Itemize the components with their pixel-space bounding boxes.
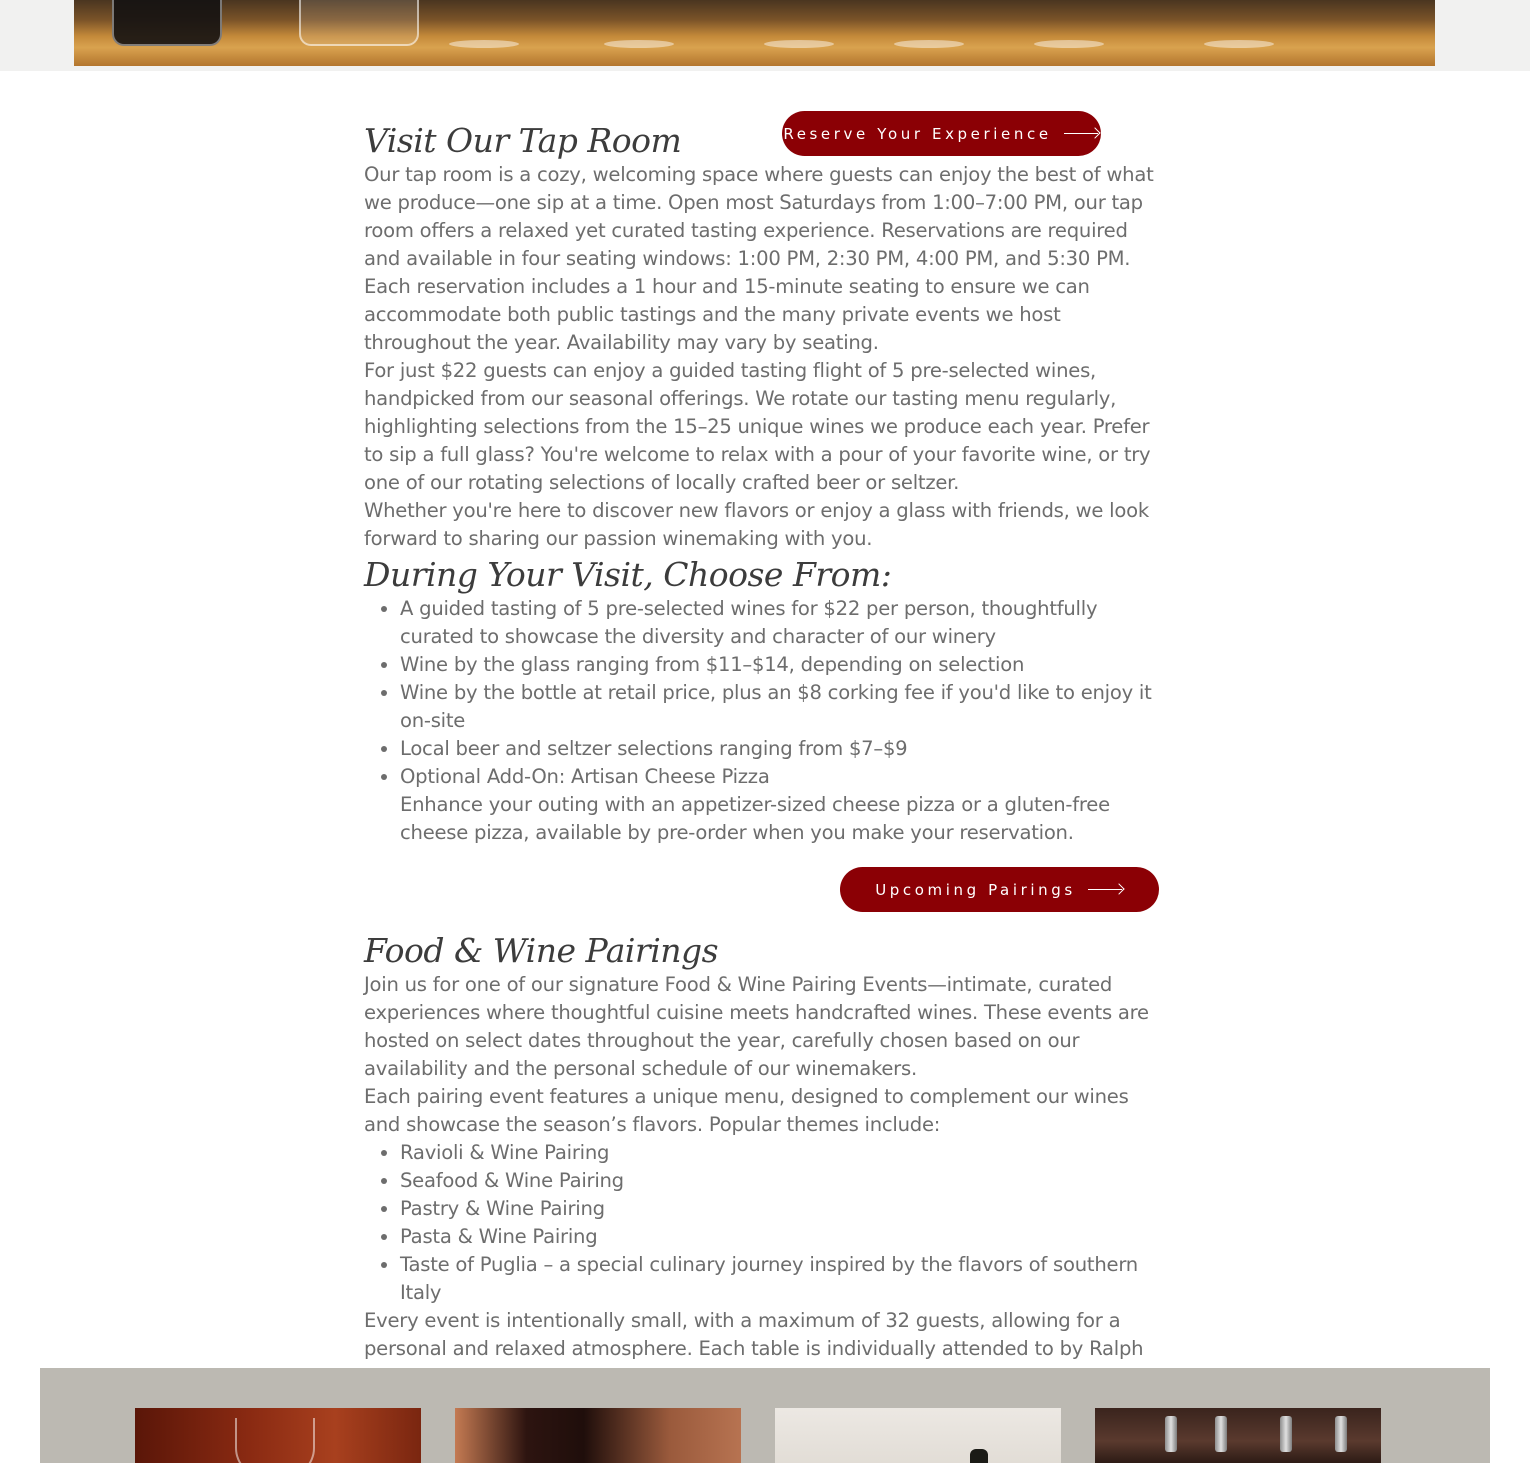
list-item: • Pasta & Wine Pairing — [400, 1223, 1164, 1251]
pairings-heading: Food & Wine Pairings — [364, 931, 719, 970]
glass-graphic — [449, 40, 519, 48]
glass-graphic — [299, 0, 419, 46]
list-item-addon — [400, 763, 1164, 847]
visit-options-heading: During Your Visit, Choose From: — [364, 555, 892, 594]
pairings-button-label: Upcoming Pairings — [875, 880, 1076, 899]
visit-options-list — [364, 595, 1164, 847]
list-item: • Taste of Puglia – a special culinary journey inspired by the flavors of southern Italy — [400, 1251, 1164, 1307]
addon-detail: Enhance your outing with an appetizer-sized cheese pizza or a gluten-free cheese pizza, available by pre-order when you make your reservation. — [400, 793, 1110, 844]
reserve-button-label: Reserve Your Experience — [783, 124, 1052, 143]
pairings-intro: Join us for one of our signature Food & Wine Pairing Events—intimate, curated experiences where thoughtful cuisine meets handcrafted wines. These events are hosted on select dates throughout the year, carefully chosen based on our availability and the personal schedule of our winemakers. — [364, 973, 1149, 1080]
glass-graphic — [112, 0, 222, 46]
pairings-closing: Every event is intentionally small, with a maximum of 32 guests, allowing for a personal and relaxed atmosphere. Each table is individually attended to by Ralph — [364, 1309, 1144, 1360]
tap-handle-graphic — [1335, 1416, 1347, 1452]
list-item: • Local beer and seltzer selections ranging from $7–$9 — [400, 735, 1164, 763]
pairing-themes-list — [364, 1139, 1164, 1307]
pairings-menu-intro: Each pairing event features a unique menu, designed to complement our wines and showcase the season’s flavors. Popular themes include: — [364, 1085, 1129, 1136]
tap-room-paragraph: Whether you're here to discover new flavors or enjoy a glass with friends, we look forward to sharing our passion winemaking with you. — [364, 499, 1149, 550]
list-item: • Wine by the glass ranging from $11–$14, depending on selection — [400, 651, 1164, 679]
tap-room-heading: Visit Our Tap Room — [364, 121, 682, 160]
tap-handle-graphic — [1215, 1416, 1227, 1452]
tap-handle-graphic — [1165, 1416, 1177, 1452]
glass-graphic — [1204, 40, 1274, 48]
tap-handle-graphic — [1280, 1416, 1292, 1452]
wineglass-graphic — [235, 1418, 315, 1463]
addon-label: Optional Add-On: Artisan Cheese Pizza — [400, 765, 770, 788]
glass-graphic — [604, 40, 674, 48]
tap-room-paragraph: For just $22 guests can enjoy a guided tasting flight of 5 pre-selected wines, handpicked from our seasonal offerings. We rotate our tasting menu regularly, highlighting selections from the 15–25 unique wines we produce each year. Prefer to sip a full glass? You're welcome to relax with a pour of your favorite wine, or try one of our rotating selections of locally crafted beer or seltzer. — [364, 359, 1151, 494]
list-item: • Pastry & Wine Pairing — [400, 1195, 1164, 1223]
bottle-graphic — [970, 1449, 988, 1463]
glass-graphic — [894, 40, 964, 48]
glass-graphic — [1034, 40, 1104, 48]
list-item: • Seafood & Wine Pairing — [400, 1167, 1164, 1195]
glass-graphic — [764, 40, 834, 48]
gallery-image-beer-taps[interactable] — [1095, 1408, 1381, 1463]
gallery-image-bottle[interactable] — [775, 1408, 1061, 1463]
photo-gallery — [40, 1368, 1490, 1463]
list-item: • Wine by the bottle at retail price, plus an $8 corking fee if you'd like to enjoy it on-site — [400, 679, 1164, 735]
main-content — [364, 71, 1164, 1447]
list-item: • Ravioli & Wine Pairing — [400, 1139, 1164, 1167]
gallery-image-wine-glasses[interactable] — [135, 1408, 421, 1463]
gallery-image-table-setting[interactable] — [455, 1408, 741, 1463]
tap-room-paragraph: Our tap room is a cozy, welcoming space where guests can enjoy the best of what we produce—one sip at a time. Open most Saturdays from 1:00–7:00 PM, our tap room offers a relaxed yet curated tasting experience. Reservations are required and available in four seating windows: 1:00 PM, 2:30 PM, 4:00 PM, and 5:30 PM. Each reservation includes a 1 hour and 15-minute seating to ensure we can accommodate both public tastings and the many private events we host throughout the year. Availability may vary by seating. — [364, 163, 1154, 354]
hero-band — [0, 0, 1530, 71]
hero-image-glasses-on-bar — [74, 0, 1435, 66]
list-item: • A guided tasting of 5 pre-selected wines for $22 per person, thoughtfully curated to showcase the diversity and character of our winery — [400, 595, 1164, 651]
